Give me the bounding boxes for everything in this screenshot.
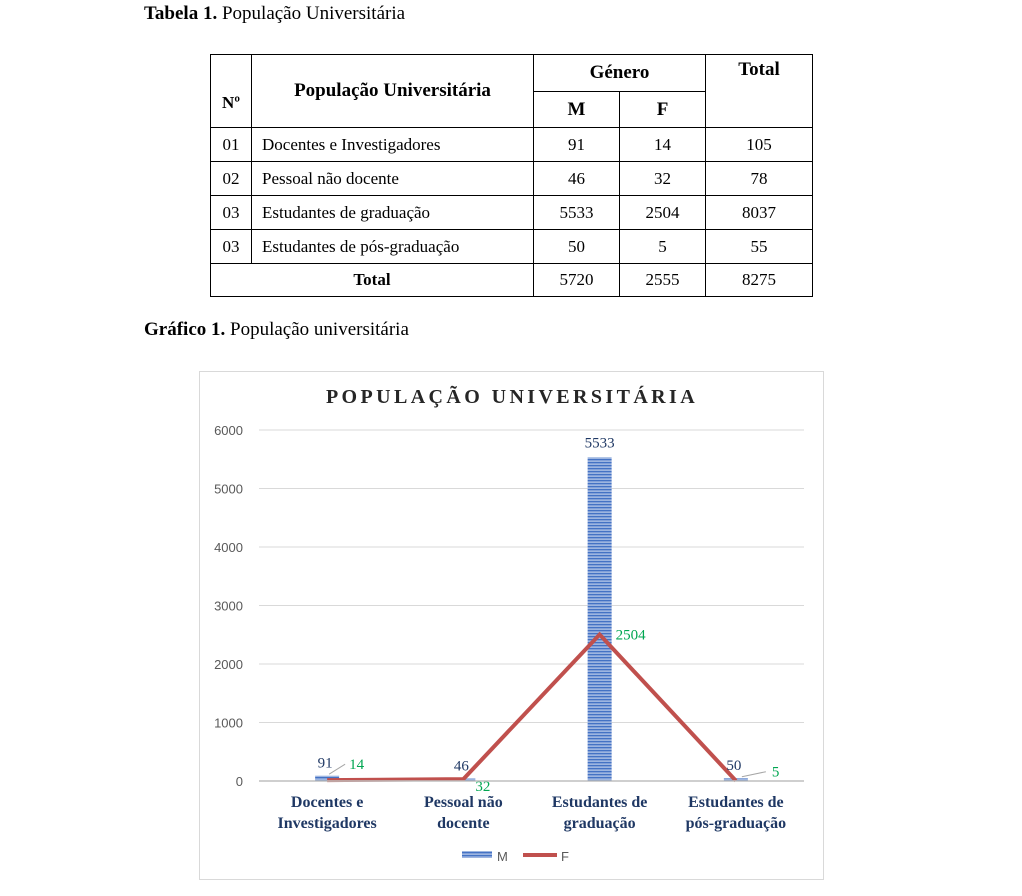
population-table	[210, 54, 813, 297]
row-label: Estudantes de pós-graduação	[252, 230, 534, 264]
y-tick-label: 0	[235, 774, 243, 789]
y-tick-label: 3000	[214, 598, 243, 614]
legend-label-f: F	[561, 849, 569, 864]
row-m: 5533	[534, 196, 620, 230]
row-m: 46	[534, 162, 620, 196]
y-tick-label: 5000	[214, 481, 243, 497]
row-num: 03	[211, 230, 252, 264]
chart-container	[199, 371, 824, 880]
category-label: Docentes e	[290, 794, 364, 811]
category-label: Pessoal não	[424, 794, 503, 811]
row-f: 32	[620, 162, 706, 196]
header-gender: Género	[534, 55, 706, 92]
y-tick-label: 4000	[214, 540, 243, 555]
data-label-m: 91	[317, 755, 333, 772]
row-total: 105	[706, 128, 813, 162]
table-caption-text: População Universitária	[217, 3, 406, 24]
y-tick-label: 1000	[214, 715, 243, 731]
header-num: Nº	[211, 55, 252, 128]
category-label: Estudantes de	[551, 794, 648, 811]
row-label: Estudantes de graduação	[252, 196, 534, 230]
data-label-m: 46	[453, 758, 469, 775]
row-label: Docentes e Investigadores	[252, 128, 534, 162]
row-total: 8037	[706, 196, 813, 230]
category-label: Investigadores	[277, 815, 377, 832]
header-m: M	[534, 92, 620, 128]
table-row	[211, 196, 813, 230]
row-total: 55	[706, 230, 813, 264]
row-f: 5	[620, 230, 706, 264]
row-num: 02	[211, 162, 252, 196]
total-total: 8275	[706, 264, 813, 297]
y-tick-label: 6000	[214, 423, 243, 438]
row-f: 14	[620, 128, 706, 162]
row-total: 78	[706, 162, 813, 196]
total-label: Total	[211, 264, 534, 297]
chart-caption-text: População universitária	[225, 319, 409, 340]
header-f: F	[620, 92, 706, 128]
total-m: 5720	[534, 264, 620, 297]
category-label: graduação	[563, 815, 636, 832]
table-total-row	[211, 264, 813, 297]
data-label-f: 32	[475, 779, 491, 796]
table-row	[211, 230, 813, 264]
table-caption-label: Tabela 1.	[144, 3, 218, 24]
legend-label-m: M	[497, 849, 508, 864]
label-leader	[742, 772, 766, 777]
chart-caption	[144, 319, 409, 341]
row-f: 2504	[620, 196, 706, 230]
data-label-m: 5533	[584, 435, 615, 452]
row-m: 91	[534, 128, 620, 162]
population-chart	[200, 372, 825, 881]
chart-caption-label: Gráfico 1.	[144, 319, 226, 340]
row-num: 01	[211, 128, 252, 162]
data-label-m: 50	[726, 758, 742, 775]
category-label: docente	[437, 815, 490, 832]
row-num: 03	[211, 196, 252, 230]
total-f: 2555	[620, 264, 706, 297]
category-label: pós-graduação	[685, 815, 787, 832]
legend-swatch-m	[462, 851, 492, 858]
chart-title: POPULAÇÃO UNIVERSITÁRIA	[325, 386, 699, 408]
y-tick-label: 2000	[214, 657, 243, 672]
data-label-f: 5	[771, 764, 780, 781]
bar-m	[588, 457, 612, 781]
header-population: População Universitária	[252, 55, 534, 128]
table-row	[211, 128, 813, 162]
table-caption	[144, 3, 405, 25]
category-label: Estudantes de	[688, 794, 784, 811]
data-label-f: 14	[349, 757, 365, 774]
header-total: Total	[706, 55, 813, 128]
row-label: Pessoal não docente	[252, 162, 534, 196]
data-label-f: 2504	[615, 627, 646, 644]
table-row	[211, 162, 813, 196]
line-f	[327, 635, 736, 781]
row-m: 50	[534, 230, 620, 264]
